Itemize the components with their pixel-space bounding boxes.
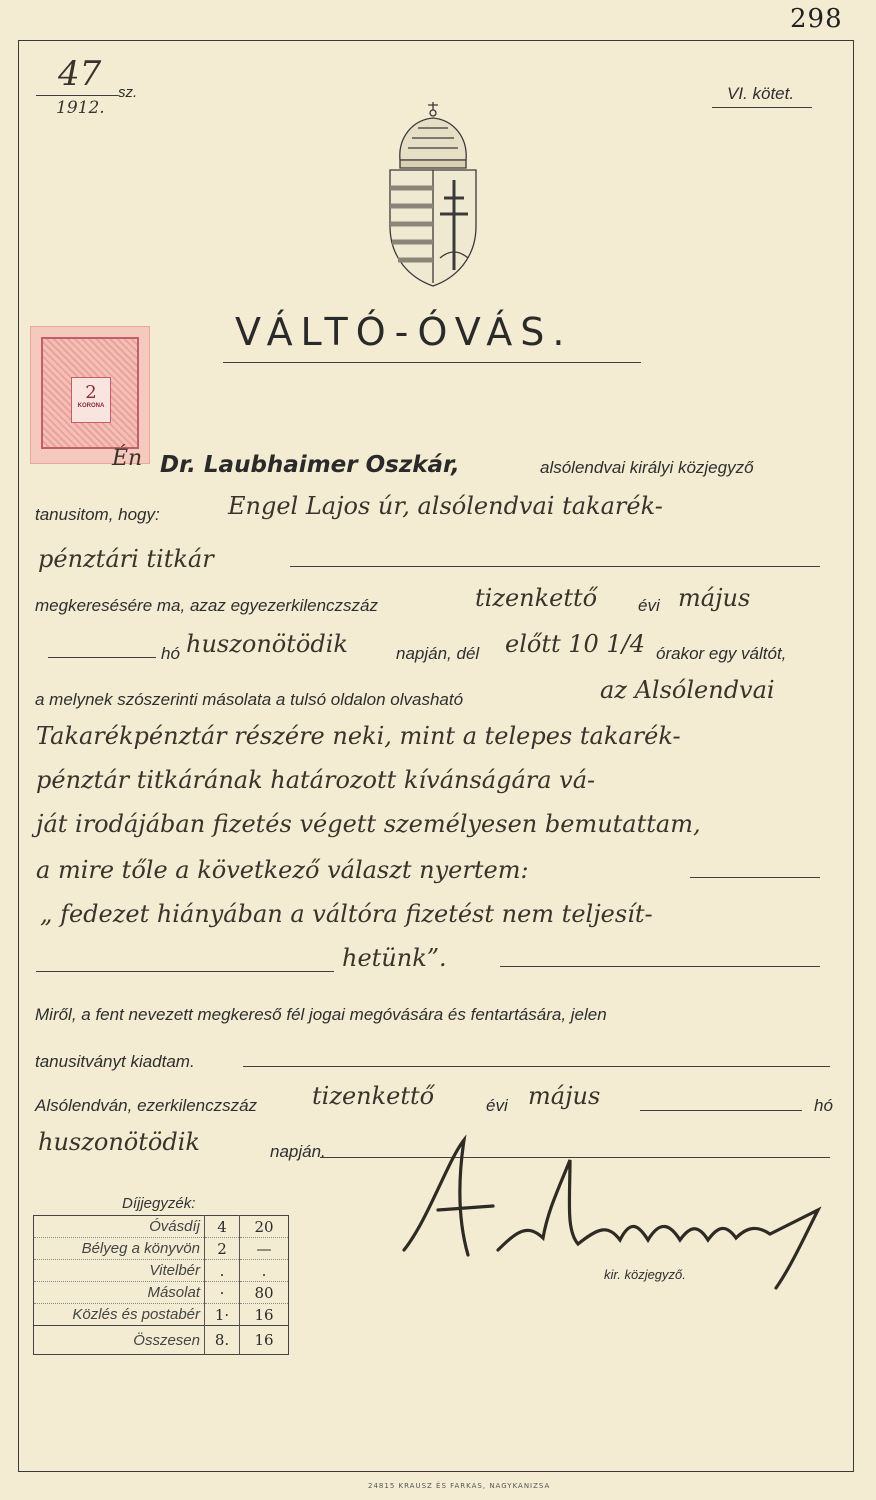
hw-line-6: „ fedezet hiányában a váltóra fizetést nem teljesít- (40, 900, 653, 928)
evi2-label: évi (486, 1096, 508, 1115)
fill-line-month2 (640, 1110, 802, 1111)
title-underline (223, 362, 641, 363)
signature-title: kir. közjegyző. (604, 1267, 686, 1282)
fee-filler: 80 (240, 1282, 289, 1304)
doc-number: 47 (58, 54, 102, 94)
month-handwritten: május (678, 584, 751, 612)
melynek-text: a melynek szószerinti másolata a tulsó oldalon olvasható (35, 690, 464, 709)
fee-label: Közlés és postabér (34, 1304, 205, 1326)
fill-line-hw7-left (36, 971, 334, 972)
stamp-value: 2 (85, 382, 97, 403)
fee-label: Bélyeg a könyvön (34, 1238, 205, 1260)
fee-label: Óvásdíj (34, 1216, 205, 1238)
revenue-stamp (30, 326, 150, 464)
napjan-label: napján. (270, 1142, 326, 1161)
fee-label: Másolat (34, 1282, 205, 1304)
en-handwritten: Én (112, 446, 143, 471)
fees-row (34, 1282, 289, 1304)
fill-line-3 (290, 566, 820, 567)
fee-filler: 20 (240, 1216, 289, 1238)
requester-title-handwritten: pénztári titkár (38, 545, 214, 573)
fees-title: Díjjegyzék: (122, 1195, 196, 1212)
hw-line-3: pénztár titkárának határozott kívánságára vá- (36, 766, 596, 794)
stamp-value-box (71, 377, 111, 423)
tanusitom-label: tanusitom, hogy: (35, 505, 160, 524)
volume-line (712, 107, 812, 108)
alsolendvan-text: Alsólendván, ezerkilenczszáz (35, 1096, 258, 1115)
page-number: 298 (790, 4, 843, 34)
sz-label: sz. (118, 84, 138, 101)
ho2-label: hó (814, 1096, 833, 1115)
fees-table (33, 1215, 289, 1355)
requester-handwritten: Engel Lajos úr, alsólendvai takarék- (228, 492, 663, 520)
hw-line-4: ját irodájában fizetés végett személyesen bemutattam, (36, 810, 701, 838)
fees-row (34, 1216, 289, 1238)
doc-number-line (36, 95, 118, 96)
stamp-unit: KORONA (77, 403, 105, 409)
fee-korona: 1· (205, 1304, 240, 1326)
fee-korona: 4 (205, 1216, 240, 1238)
fee-total-label: Összesen (34, 1326, 205, 1355)
day-words2-handwritten: huszonötödik (38, 1128, 200, 1156)
napjan-del-label: napján, dél (396, 644, 480, 663)
fee-filler: 16 (240, 1304, 289, 1326)
stamp-border (41, 337, 139, 449)
fee-korona: 2 (205, 1238, 240, 1260)
fee-total-filler: 16 (240, 1326, 289, 1355)
time-handwritten: előtt 10 1/4 (505, 630, 646, 658)
fill-line-hw7-right (500, 966, 820, 967)
fee-label: Vitelbér (34, 1260, 205, 1282)
document-title: VÁLTÓ-ÓVÁS. (235, 310, 573, 354)
notary-signature (398, 1120, 828, 1290)
fees-row (34, 1260, 289, 1282)
doc-year: 1912. (56, 98, 105, 118)
fees-row (34, 1304, 289, 1326)
evi-label: évi (638, 596, 660, 615)
ho-label: hó (161, 644, 180, 663)
orakor-text: órakor egy váltót, (656, 644, 787, 663)
tanusitvanyt-text: tanusitványt kiadtam. (35, 1052, 195, 1071)
day-words-handwritten: huszonötödik (186, 630, 348, 658)
coat-of-arms-icon (378, 98, 488, 290)
notary-role: alsólendvai királyi közjegyző (540, 458, 754, 477)
hw-line-2: Takarékpénztár részére neki, mint a telepes takarék- (36, 722, 681, 750)
printer-footer: 24815 KRAUSZ ÉS FARKAS, NAGYKANIZSA (368, 1482, 551, 1490)
fee-filler: . (240, 1260, 289, 1282)
fee-korona: · (205, 1282, 240, 1304)
year-words-handwritten: tizenkettő (475, 584, 598, 612)
fill-line-tanusitvanyt (243, 1066, 830, 1067)
hw-line-7: hetünk”. (342, 944, 447, 972)
notary-name: Dr. Laubhaimer Oszkár, (160, 452, 460, 478)
megkeresesere-text: megkeresésére ma, azaz egyezerkilenczszáz (35, 596, 378, 615)
fee-korona: . (205, 1260, 240, 1282)
fill-line-hw5 (690, 877, 820, 878)
fill-line-5 (48, 657, 156, 658)
hw-line-5: a mire tőle a következő választ nyertem: (36, 856, 529, 884)
fee-filler: — (240, 1238, 289, 1260)
hw-line-1: az Alsólendvai (600, 676, 775, 704)
fees-row (34, 1238, 289, 1260)
mirol-text: Miről, a fent nevezett megkereső fél jogai megóvására és fentartására, jelen (35, 1005, 607, 1024)
fees-total-row (34, 1326, 289, 1355)
volume-label: VI. kötet. (727, 84, 795, 103)
year-words2-handwritten: tizenkettő (312, 1082, 435, 1110)
fee-total-korona: 8. (205, 1326, 240, 1355)
month2-handwritten: május (528, 1082, 601, 1110)
